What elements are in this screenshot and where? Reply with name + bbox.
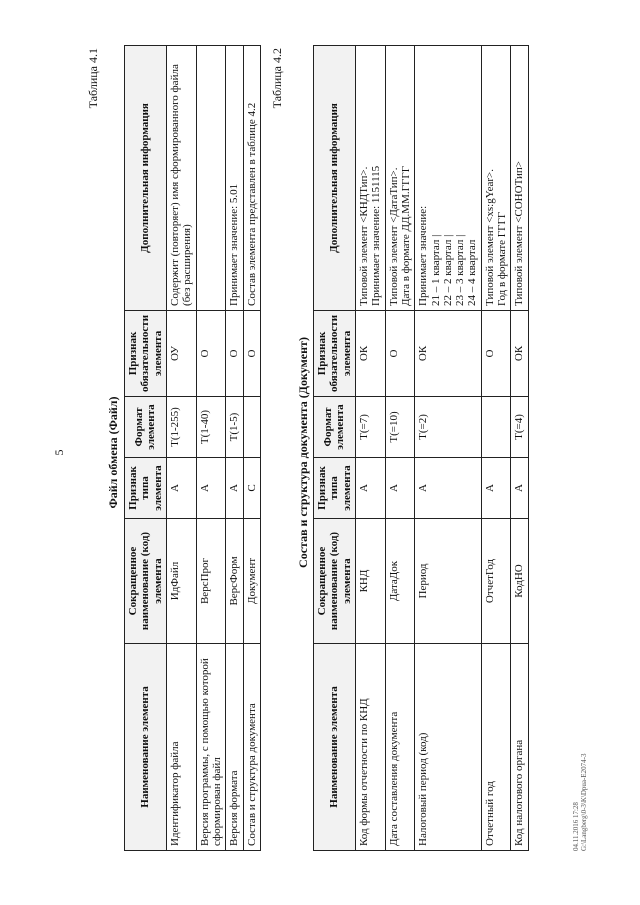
- cell-required: ОК: [355, 310, 385, 396]
- cell-format: T(=4): [511, 397, 528, 458]
- cell-info: [243, 46, 260, 311]
- info-line: Содержит (повторяет) имя сформированного файла (без расширения): [168, 64, 194, 306]
- cell-required: О: [196, 310, 226, 396]
- cell-code: КНД: [355, 519, 385, 644]
- info-line: Типовой элемент <xs:gYear>.: [483, 169, 496, 306]
- footer-line: G:\Langberg\0-3\K\Dpua-E2074-3: [580, 753, 589, 851]
- info-line: Принимает значение: 5.01: [228, 183, 241, 306]
- table-row: [415, 46, 482, 851]
- cell-required: О: [243, 310, 260, 396]
- header-name: Наименование элемента: [314, 644, 356, 851]
- footer-line: 04.11.2016 17:28: [572, 802, 580, 851]
- table-4-1-title: Файл обмена (Файл): [106, 396, 120, 509]
- table-4-1-caption: Таблица 4.1: [86, 48, 100, 109]
- info-line: 23 – 3 квартал |: [454, 234, 467, 306]
- cell-info: [196, 46, 226, 311]
- cell-type: А: [355, 458, 385, 519]
- header-type: Признак типа элемента: [314, 458, 356, 519]
- cell-code: Документ: [243, 519, 260, 644]
- cell-type: А: [481, 458, 511, 519]
- info-line: 22 – 2 квартал |: [441, 234, 454, 306]
- cell-code: Период: [415, 519, 482, 644]
- cell-info: [385, 46, 415, 311]
- header-info: Дополнительная информация: [314, 46, 356, 311]
- table-4-2: [313, 45, 529, 851]
- table-4-1: [124, 45, 261, 851]
- page-number: 5: [52, 449, 66, 456]
- cell-type: А: [385, 458, 415, 519]
- cell-required: О: [226, 310, 243, 396]
- cell-required: О: [385, 310, 415, 396]
- cell-required: О: [481, 310, 511, 396]
- cell-code: ВерсФорм: [226, 519, 243, 644]
- cell-info: [226, 46, 243, 311]
- info-line: Год в формате ГГГГ: [496, 211, 509, 306]
- cell-type: С: [243, 458, 260, 519]
- table-row: [511, 46, 528, 851]
- cell-format: T(1-40): [196, 397, 226, 458]
- cell-name: Идентификатор файла: [166, 644, 196, 851]
- info-line: Принимает значение:: [417, 205, 430, 306]
- table-row: [481, 46, 511, 851]
- cell-format: [481, 397, 511, 458]
- header-code: Сокращенное наименование (код) элемента: [125, 519, 167, 644]
- cell-name: Состав и структура документа: [243, 644, 260, 851]
- table-4-2-caption: Таблица 4.2: [270, 48, 284, 109]
- info-line: Принимает значение: 1151115: [370, 165, 383, 306]
- cell-name: Код формы отчетности по КНД: [355, 644, 385, 851]
- cell-required: ОК: [511, 310, 528, 396]
- table-4-2-header: [314, 46, 356, 851]
- info-line: 21 – 1 квартал |: [429, 234, 442, 306]
- table-row: [355, 46, 385, 851]
- cell-info: [355, 46, 385, 311]
- cell-format: T(1-255): [166, 397, 196, 458]
- info-line: Состав элемента представлен в таблице 4.2: [245, 102, 258, 306]
- header-info: Дополнительная информация: [125, 46, 167, 311]
- info-line: Типовой элемент <СОНОТип>: [513, 161, 526, 306]
- cell-code: ДатаДок: [385, 519, 415, 644]
- header-format: Формат элемента: [314, 397, 356, 458]
- cell-type: А: [511, 458, 528, 519]
- cell-type: А: [196, 458, 226, 519]
- cell-format: [243, 397, 260, 458]
- cell-required: ОК: [415, 310, 482, 396]
- header-name: Наименование элемента: [125, 644, 167, 851]
- cell-name: Отчетный год: [481, 644, 511, 851]
- cell-type: А: [166, 458, 196, 519]
- cell-name: Версия программы, с помощью которой сформирован файл: [196, 644, 226, 851]
- cell-name: Версия формата: [226, 644, 243, 851]
- table-4-1-header: [125, 46, 167, 851]
- cell-info: [166, 46, 196, 311]
- table-4-2-body: [355, 46, 528, 851]
- cell-format: T(1-5): [226, 397, 243, 458]
- info-line: Дата в формате ДД.ММ.ГГГГ: [399, 165, 412, 306]
- footer-stamp: [572, 754, 589, 851]
- table-row: [243, 46, 260, 851]
- cell-code: ВерсПрог: [196, 519, 226, 644]
- info-line: Типовой элемент <КНДТип>.: [357, 166, 370, 306]
- cell-info: [415, 46, 482, 311]
- cell-type: А: [415, 458, 482, 519]
- cell-format: T(=7): [355, 397, 385, 458]
- header-code: Сокращенное наименование (код) элемента: [314, 519, 356, 644]
- table-row: [166, 46, 196, 851]
- cell-code: ИдФайл: [166, 519, 196, 644]
- cell-code: ОтчетГод: [481, 519, 511, 644]
- table-row: [385, 46, 415, 851]
- header-format: Формат элемента: [125, 397, 167, 458]
- info-line: Типовой элемент <ДатаТип>.: [387, 167, 400, 306]
- header-required: Признак обязательности элемента: [314, 310, 356, 396]
- table-row: [196, 46, 226, 851]
- cell-name: Налоговый период (код): [415, 644, 482, 851]
- header-type: Признак типа элемента: [125, 458, 167, 519]
- cell-type: А: [226, 458, 243, 519]
- cell-name: Код налогового органа: [511, 644, 528, 851]
- table-row: [226, 46, 243, 851]
- info-line: 24 – 4 квартал: [466, 239, 479, 306]
- table-4-2-title: Состав и структура документа (Документ): [296, 337, 310, 568]
- cell-name: Дата составления документа: [385, 644, 415, 851]
- table-4-1-body: [166, 46, 260, 851]
- cell-code: КодНО: [511, 519, 528, 644]
- cell-info: [511, 46, 528, 311]
- header-required: Признак обязательности элемента: [125, 310, 167, 396]
- cell-info: [481, 46, 511, 311]
- cell-required: ОУ: [166, 310, 196, 396]
- cell-format: T(=10): [385, 397, 415, 458]
- cell-format: T(=2): [415, 397, 482, 458]
